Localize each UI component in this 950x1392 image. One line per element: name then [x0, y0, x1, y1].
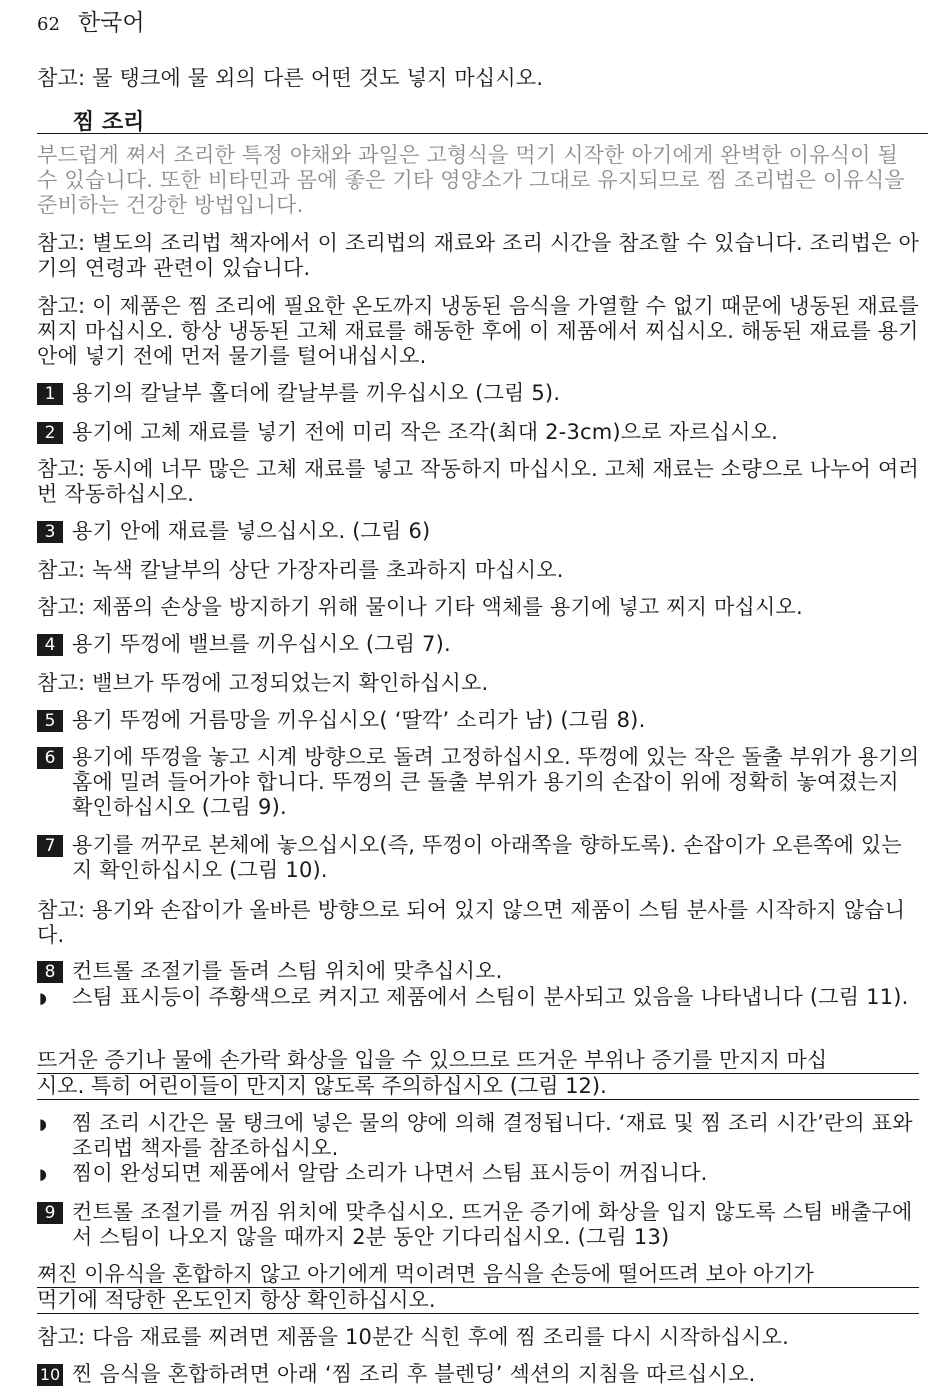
note-recipe: 참고: 별도의 조리법 책자에서 이 조리법의 재료와 조리 시간을 참조할 수 있습니다. 조리법은 아기의 연령과 관련이 있습니다.: [37, 231, 919, 280]
note-water-tank: 참고: 물 탱크에 물 외의 다른 어떤 것도 넣지 마십시오.: [37, 66, 544, 90]
step-text: 용기에 고체 재료를 넣기 전에 미리 작은 조각(최대 2-3cm)으로 자르십시오.: [72, 420, 778, 444]
warning-hot-line-2: 시오. 특히 어린이들이 만지지 않도록 주의하십시오 (그림 12).: [37, 1074, 919, 1100]
step-number: 10: [37, 1364, 63, 1386]
step-text: 용기에 뚜껑을 놓고 시계 방향으로 돌려 고정하십시오. 뚜껑에 있는 작은 돌출 부위가 용기의 홈에 밀려 들어가야 합니다. 뚜껑의 큰 돌출 부위가 용기의 손잡이 위에 정확히 놓여졌는지 확인하십시오 (그림 9).: [72, 745, 920, 819]
step-text: 컨트롤 조절기를 돌려 스팀 위치에 맞추십시오.: [72, 959, 503, 983]
note-frozen: 참고: 이 제품은 찜 조리에 필요한 온도까지 냉동된 음식을 가열할 수 없기 때문에 냉동된 재료를 찌지 마십시오. 항상 냉동된 고체 재료를 해동한 후에 이 제품에서 찌십시오. 해동된 재료를 용기 안에 넣기 전에 먼저 물기를 털어내십시오.: [37, 294, 919, 368]
note-green-blade: 참고: 녹색 칼날부의 상단 가장자리를 초과하지 마십시오.: [37, 558, 564, 582]
step-number: 8: [37, 961, 63, 983]
note-overfill: 참고: 동시에 너무 많은 고체 재료를 넣고 작동하지 마십시오. 고체 재료는 소량으로 나누어 여러 번 작동하십시오.: [37, 457, 919, 506]
step-number: 3: [37, 521, 63, 543]
note-valve: 참고: 밸브가 뚜껑에 고정되었는지 확인하십시오.: [37, 671, 489, 695]
note-handle: 참고: 용기와 손잡이가 올바른 방향으로 되어 있지 않으면 제품이 스팀 분사를 시작하지 않습니다.: [37, 898, 906, 947]
step-text: 용기 뚜껑에 밸브를 끼우십시오 (그림 7).: [72, 632, 451, 656]
step-number: 9: [37, 1202, 63, 1224]
warning-hot-line-1: 뜨거운 증기나 물에 손가락 화상을 입을 수 있으므로 뜨거운 부위나 증기를 만지지 마십: [37, 1048, 919, 1074]
bullet-steam-light: 스팀 표시등이 주황색으로 켜지고 제품에서 스팀이 분사되고 있음을 나타냅니다 (그림 11).: [72, 985, 909, 1009]
step-text: 컨트롤 조절기를 꺼짐 위치에 맞추십시오. 뜨거운 증기에 화상을 입지 않도록 스팀 배출구에서 스팀이 나오지 않을 때까지 2분 동안 기다리십시오. (그림 13): [72, 1200, 913, 1249]
warning-hot-steam: [37, 1048, 919, 1100]
language-label: 한국어: [77, 10, 145, 36]
section-title-text: 찜 조리: [73, 110, 145, 135]
intro-paragraph: 부드럽게 쪄서 조리한 특정 야채와 과일은 고형식을 먹기 시작한 아기에게 완벽한 이유식이 될 수 있습니다. 또한 비타민과 몸에 좋은 기타 영양소가 그대로 유지되므로 찜 조리법은 이유식을 준비하는 건강한 방법입니다.: [37, 143, 905, 217]
warning-temperature: [37, 1262, 919, 1314]
step-number: 7: [37, 835, 63, 857]
step-number: 4: [37, 634, 63, 656]
step-number: 2: [37, 422, 63, 444]
step-text: 용기 안에 재료를 넣으십시오. (그림 6): [72, 519, 431, 543]
bullet-steam-time: 찜 조리 시간은 물 탱크에 넣은 물의 양에 의해 결정됩니다. ‘재료 및 찜 조리 시간’란의 표와 조리법 책자를 참조하십시오.: [72, 1111, 913, 1160]
triangle-right-icon: ◗: [39, 989, 47, 1007]
step-text: 용기의 칼날부 홀더에 칼날부를 끼우십시오 (그림 5).: [72, 381, 561, 405]
step-number: 6: [37, 747, 63, 769]
section-title: [37, 103, 928, 134]
note-restart: 참고: 다음 재료를 찌려면 제품을 10분간 식힌 후에 찜 조리를 다시 시작하십시오.: [37, 1325, 789, 1349]
triangle-right-icon: ◗: [39, 1165, 47, 1183]
page-header: [37, 4, 145, 34]
step-text: 용기를 꺼꾸로 본체에 놓으십시오(즉, 뚜껑이 아래쪽을 향하도록). 손잡이가 오른쪽에 있는지 확인하십시오 (그림 10).: [72, 833, 902, 882]
bullet-steam-done: 찜이 완성되면 제품에서 알람 소리가 나면서 스팀 표시등이 꺼집니다.: [72, 1161, 708, 1185]
triangle-right-icon: ◗: [39, 1115, 47, 1133]
warning-temp-line-2: 먹기에 적당한 온도인지 항상 확인하십시오.: [37, 1288, 919, 1314]
page-number: 62: [37, 14, 60, 35]
step-text: 용기 뚜껑에 거름망을 끼우십시오( ‘딸깍’ 소리가 남) (그림 8).: [72, 708, 646, 732]
step-number: 5: [37, 710, 63, 732]
warning-temp-line-1: 쪄진 이유식을 혼합하지 않고 아기에게 먹이려면 음식을 손등에 떨어뜨려 보아 아기가: [37, 1262, 919, 1288]
step-text: 찐 음식을 혼합하려면 아래 ‘찜 조리 후 블렌딩’ 섹션의 지침을 따르십시오.: [72, 1362, 756, 1386]
note-liquid: 참고: 제품의 손상을 방지하기 위해 물이나 기타 액체를 용기에 넣고 찌지 마십시오.: [37, 595, 803, 619]
step-number: 1: [37, 383, 63, 405]
